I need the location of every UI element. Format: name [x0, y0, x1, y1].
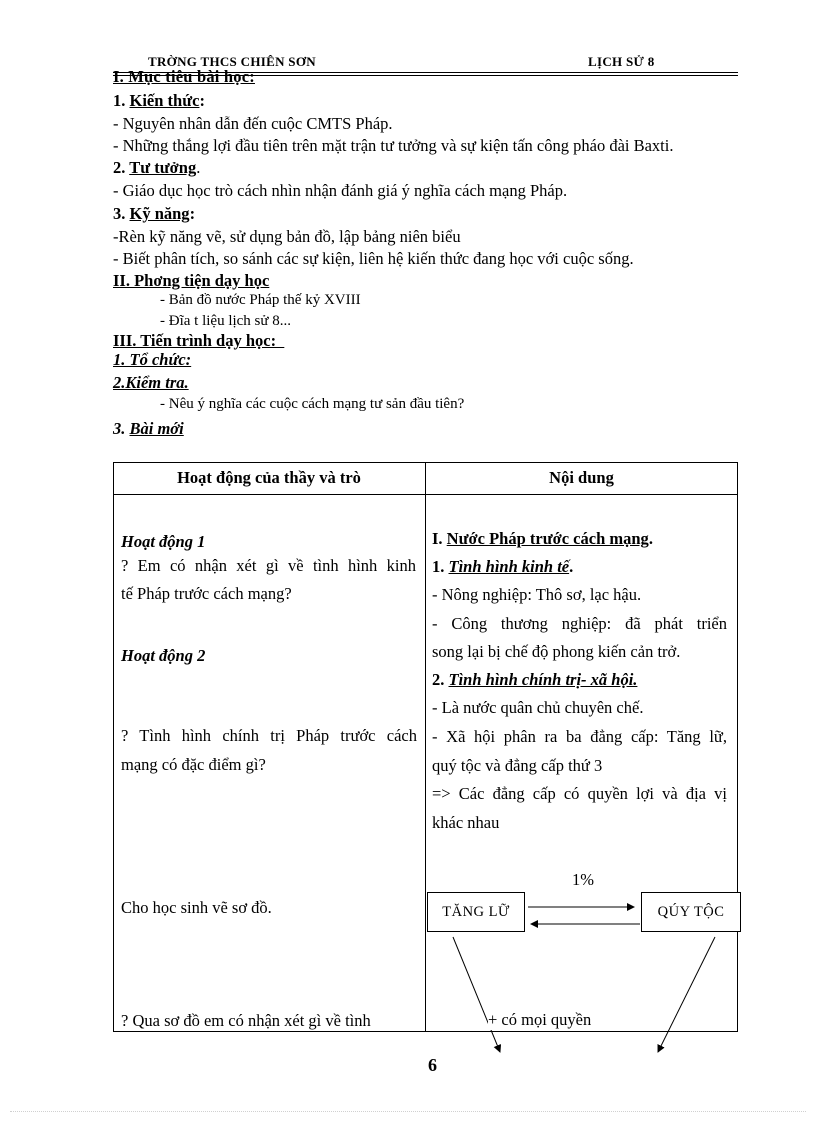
knowledge-title: Kiến thức — [129, 91, 200, 110]
society-line-1: - Xã hội phân ra ba đẳng cấp: Tăng lữ, — [432, 727, 727, 746]
politics-number: 2. — [432, 670, 449, 689]
industry-line-1: - Công thương nghiệp: đã phát triển — [432, 614, 727, 633]
arrow-nobility-down — [658, 937, 715, 1052]
column-header-content: Nội dung — [549, 468, 614, 487]
teaching-aid-2: - Đĩa t liệu lịch sử 8... — [160, 313, 292, 329]
conclusion-line-2: khác nhau — [432, 813, 500, 832]
column-header-activities: Hoạt động của thầy và trò — [177, 468, 361, 487]
new-lesson-number: 3. — [113, 419, 126, 438]
page-number: 6 — [428, 1055, 437, 1075]
question-2-line-2: mạng có đặc điểm gì? — [121, 755, 266, 774]
diagram-percent-label: 1% — [572, 870, 594, 889]
question-3-line-1: ? Qua sơ đồ em có nhận xét gì về tình — [121, 1011, 371, 1030]
skill-item-2: - Biết phân tích, so sánh các sự kiện, liên hệ kiến thức đang học với cuộc sống. — [113, 249, 634, 268]
section-heading-dot: . — [648, 529, 653, 548]
footer-dotted-line — [10, 1111, 806, 1112]
draw-diagram-instruction: Cho học sinh vẽ sơ đồ. — [121, 898, 272, 917]
thought-dot: . — [196, 158, 201, 177]
question-1-line-2: tế Pháp trước cách mạng? — [121, 584, 292, 603]
box-clergy: TĂNG LỮ — [427, 892, 525, 932]
industry-line-2: song lại bị chế độ phong kiến cản trở. — [432, 642, 681, 661]
new-lesson-title: Bài mới — [129, 419, 184, 438]
knowledge-colon: : — [199, 91, 205, 110]
arrow-clergy-down — [453, 937, 500, 1052]
knowledge-item-2: - Những thắng lợi đầu tiên trên mặt trận tư tưởng và sự kiện tấn công pháo đài Baxti. — [113, 136, 674, 155]
question-1-line-1: ? Em có nhận xét gì về tình hình kinh — [121, 556, 416, 575]
agriculture-item: - Nông nghiệp: Thô sơ, lạc hậu. — [432, 585, 642, 604]
skill-colon: : — [189, 204, 196, 223]
rights-label: + có mọi quyền — [488, 1010, 592, 1029]
skill-item-1: -Rèn kỹ năng vẽ, sử dụng bản đồ, lập bảng niên biểu — [113, 227, 461, 246]
thought-number: 2. — [113, 158, 126, 177]
politics-title: Tình hình chính trị- xã hội. — [448, 670, 638, 689]
economy-number: 1. — [432, 557, 449, 576]
skill-number: 3. — [113, 204, 126, 223]
thought-item-1: - Giáo dục học trò cách nhìn nhận đánh giá ý nghĩa cách mạng Pháp. — [113, 181, 568, 200]
check-heading: 2.Kiểm tra. — [113, 373, 189, 392]
skill-title: Kỹ năng — [129, 204, 190, 223]
economy-dot: . — [569, 557, 574, 576]
subject-name: LỊCH SỬ 8 — [588, 54, 655, 69]
check-question: - Nêu ý nghĩa các cuộc cách mạng tư sản đầu tiên? — [160, 396, 465, 412]
box-nobility: QÚY TỘC — [641, 892, 741, 932]
section-1-title: I. Mục tiêu bài học: — [113, 67, 255, 86]
section-2-title: II. Phơng tiện dạy học — [113, 271, 270, 290]
monarchy-item: - Là nước quân chủ chuyên chế. — [432, 698, 644, 717]
teaching-aid-1: - Bản đồ nước Pháp thế kỷ XVIII — [160, 292, 361, 308]
knowledge-number: 1. — [113, 91, 126, 110]
society-line-2: quý tộc và đẳng cấp thứ 3 — [432, 756, 603, 775]
activity-1-label: Hoạt động 1 — [121, 532, 206, 551]
question-2-line-1: ? Tình hình chính trị Pháp trước cách — [121, 726, 417, 745]
section-heading-prefix: I. — [432, 529, 447, 548]
school-name: TRỜNG THCS CHIÊN SƠN — [148, 54, 316, 69]
knowledge-item-1: - Nguyên nhân dẫn đến cuộc CMTS Pháp. — [113, 114, 393, 133]
section-3-title: III. Tiến trình dạy học: — [113, 331, 285, 350]
activity-2-label: Hoạt động 2 — [121, 646, 206, 665]
economy-title: Tình hình kinh tế — [448, 557, 570, 576]
thought-title: Tư tưởng — [129, 158, 197, 177]
section-heading-text: Nước Pháp trước cách mạng — [446, 529, 649, 548]
organization-heading: 1. Tổ chức: — [113, 350, 192, 369]
conclusion-line-1: => Các đẳng cấp có quyền lợi và địa vị — [432, 784, 727, 803]
